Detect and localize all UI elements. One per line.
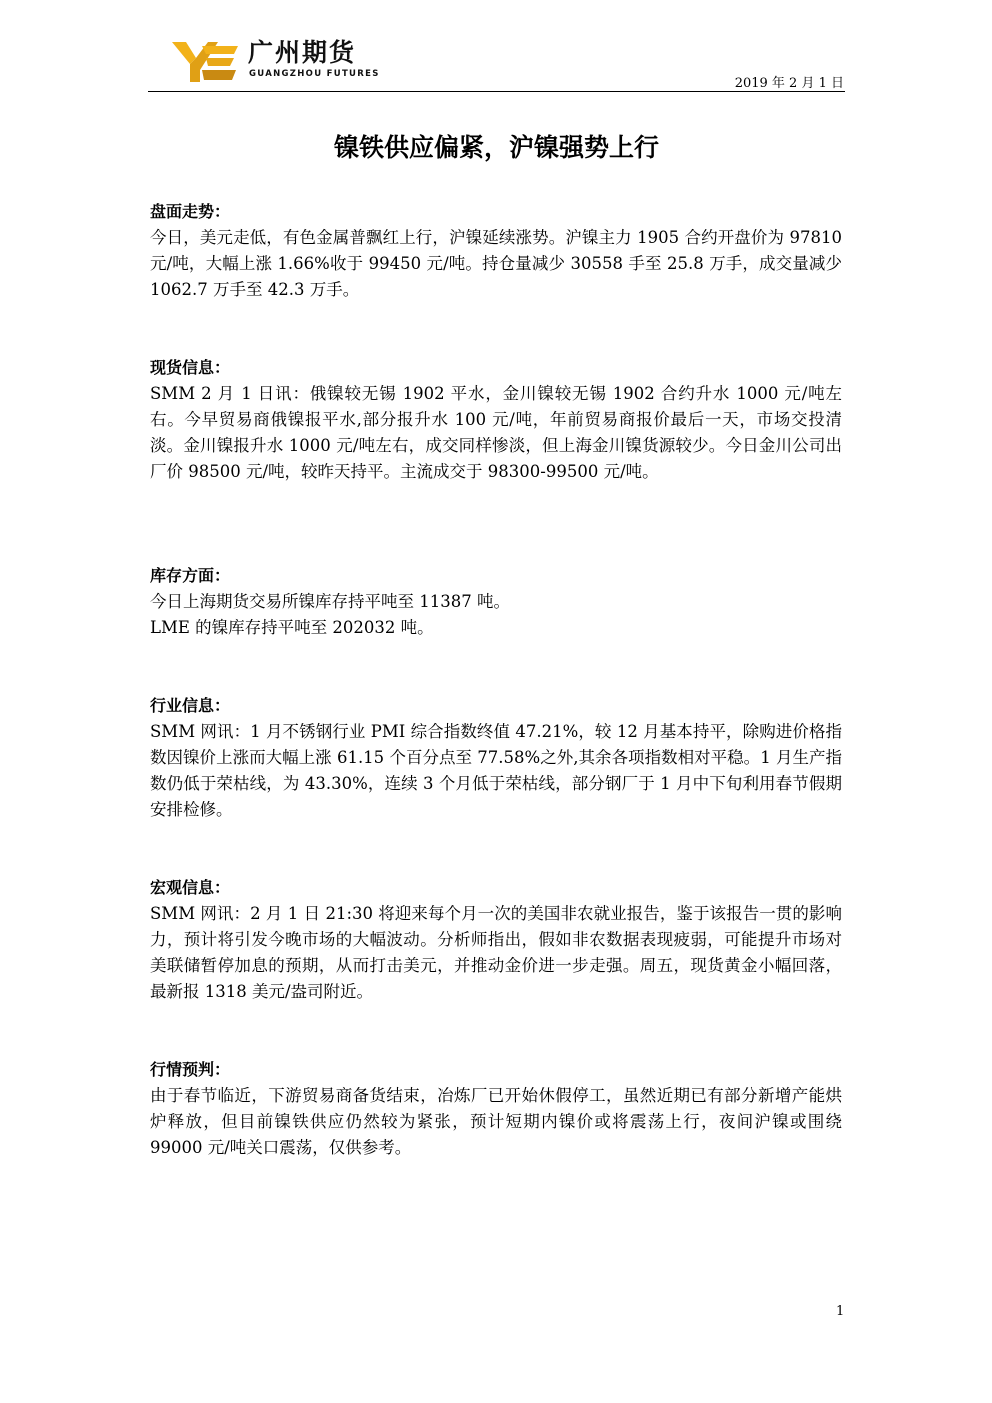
section-industry-info: [150, 693, 842, 823]
section-market-forecast: [150, 1057, 842, 1161]
section-market-trend: [150, 199, 842, 303]
section-body: SMM 网讯：1 月不锈钢行业 PMI 综合指数终值 47.21%，较 12 月基本持平，除购进价格指数因镍价上涨而大幅上涨 61.15 个百分点至 77.58%之外,其余各项指数相对平稳。1 月生产指数仍低于荣枯线，为 43.30%，连续 3 个月低于荣枯线，部分钢厂于 1 月中下旬利用春节假期安排检修。: [150, 722, 842, 819]
section-inventory: [150, 563, 842, 641]
section-body: 今日，美元走低，有色金属普飘红上行，沪镍延续涨势。沪镍主力 1905 合约开盘价为 97810 元/吨，大幅上涨 1.66%收于 99450 元/吨。持仓量减少 30558 手至 25.8 万手，成交量减少 1062.7 万手至 42.3 万手。: [150, 228, 842, 299]
section-spot-info: [150, 355, 842, 485]
logo-english-name: GUANGZHOU FUTURES: [249, 69, 380, 79]
section-heading: 宏观信息：: [150, 878, 231, 897]
logo-chinese-name: 广州期货: [248, 38, 357, 67]
report-date: 2019 年 2 月 1 日: [734, 76, 844, 91]
section-heading: 盘面走势：: [150, 202, 231, 221]
company-logo: [172, 38, 380, 86]
section-heading: 行情预判：: [150, 1060, 231, 1079]
section-heading: 行业信息：: [150, 696, 231, 715]
header-divider: [148, 91, 845, 92]
section-macro-info: [150, 875, 842, 1005]
section-body: SMM 2 月 1 日讯：俄镍较无锡 1902 平水，金川镍较无锡 1902 合约升水 1000 元/吨左右。今早贸易商俄镍报平水,部分报升水 100 元/吨，年前贸易商报价最后一天，市场交投清淡。金川镍报升水 1000 元/吨左右，成交同样惨淡，但上海金川镍货源较少。今日金川公司出厂价 98500 元/吨，较昨天持平。主流成交于 98300-99500 元/吨。: [150, 384, 842, 481]
document-title: 镍铁供应偏紧，沪镍强势上行: [333, 133, 659, 162]
section-body: 由于春节临近，下游贸易商备货结束，冶炼厂已开始休假停工，虽然近期已有部分新增产能烘炉释放，但目前镍铁供应仍然较为紧张，预计短期内镍价或将震荡上行，夜间沪镍或围绕 99000 元/吨关口震荡，仅供参考。: [150, 1086, 842, 1157]
section-heading: 现货信息：: [150, 358, 231, 377]
gzf-logo-icon: [172, 40, 242, 84]
inventory-line-shfe: 今日上海期货交易所镍库存持平吨至 11387 吨。: [150, 592, 510, 611]
section-heading: 库存方面：: [150, 566, 231, 585]
page-number: 1: [836, 1304, 845, 1319]
section-body: SMM 网讯：2 月 1 日 21:30 将迎来每个月一次的美国非农就业报告，鉴于该报告一贯的影响力，预计将引发今晚市场的大幅波动。分析师指出，假如非农数据表现疲弱，可能提升市场对美联储暂停加息的预期，从而打击美元，并推动金价进一步走强。周五，现货黄金小幅回落，最新报 1318 美元/盎司附近。: [150, 904, 842, 1001]
inventory-line-lme: LME 的镍库存持平吨至 202032 吨。: [150, 618, 434, 637]
